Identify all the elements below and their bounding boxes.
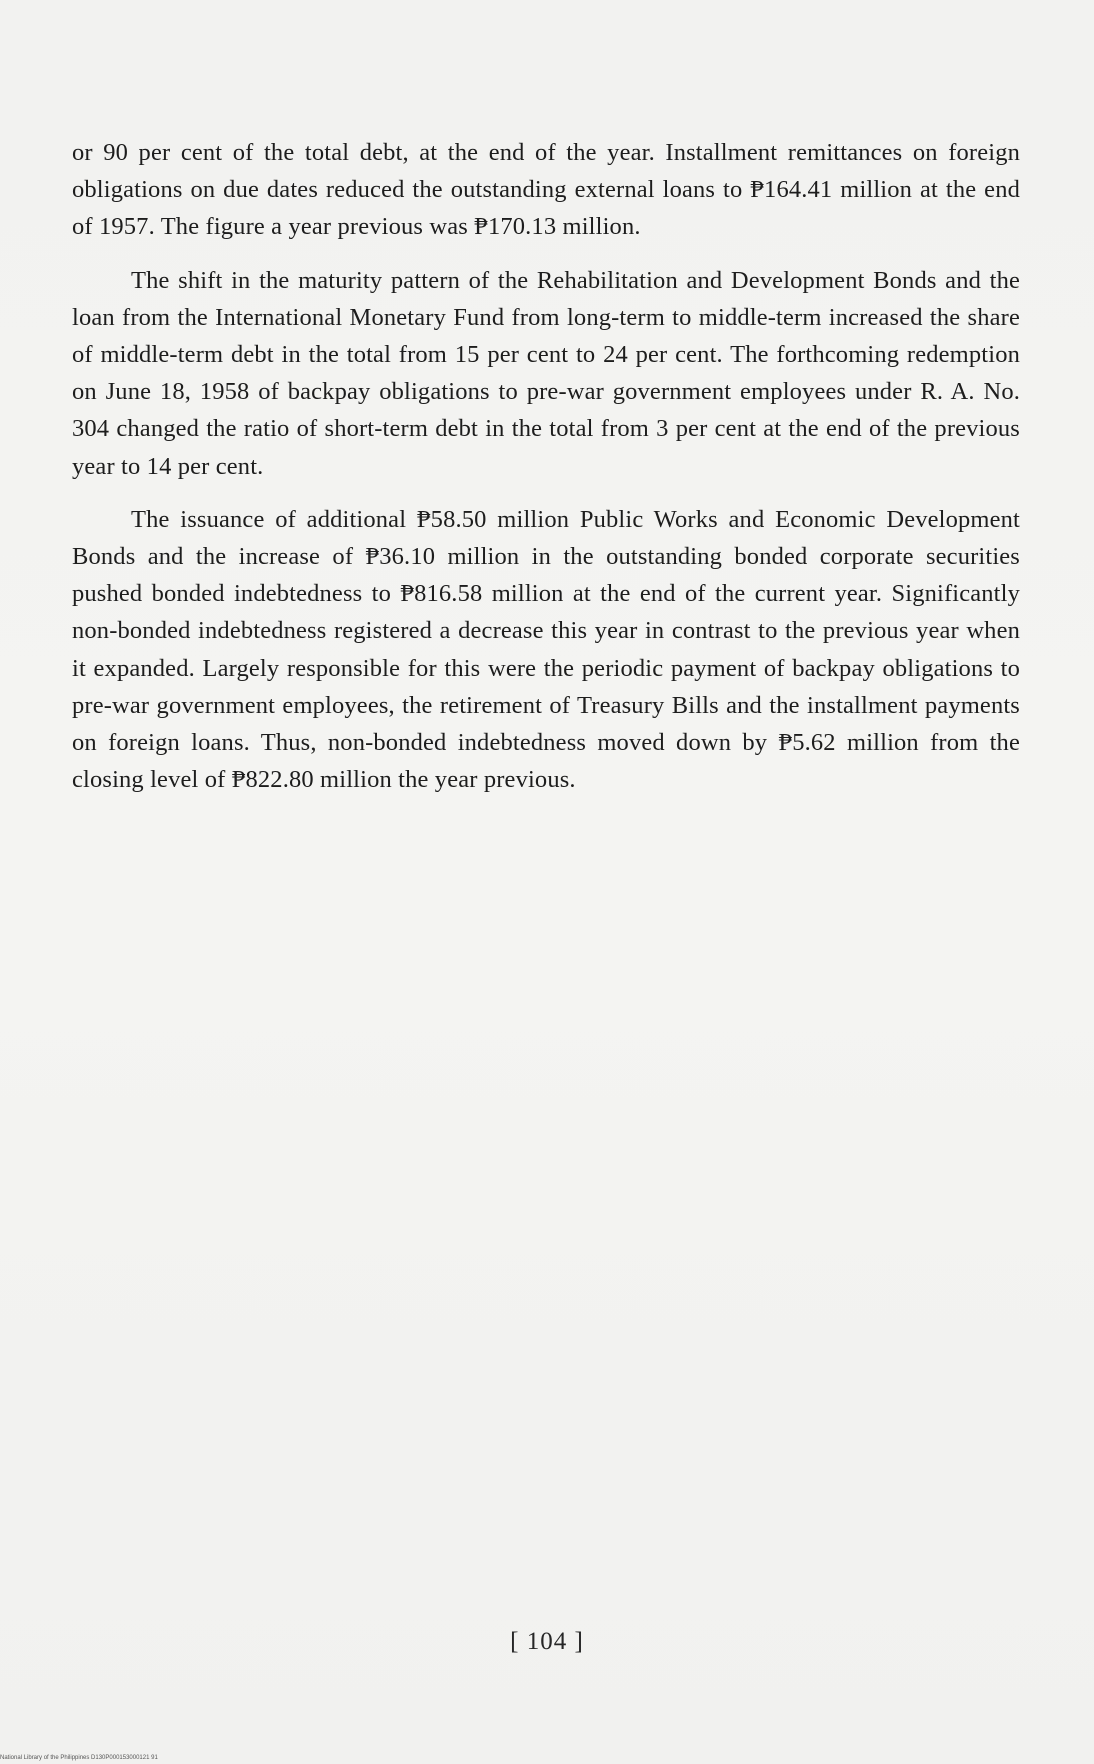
footer-credit: National Library of the Philippines D130P000153000121 91 [0, 1755, 158, 1761]
paragraph-2: The shift in the maturity pattern of the Rehabilitation and Development Bonds and the loan from the International Monetary Fund from long-term to middle-term increased the share of middle-term debt in the total from 15 per cent to 24 per cent. The forthcoming redemption on June 18, 1958 of backpay obligations to pre-war government employees under R. A. No. 304 changed the ratio of short-term debt in the total from 3 per cent at the end of the previous year to 14 per cent. [72, 266, 1020, 480]
paragraph-1: or 90 per cent of the total debt, at the end of the year. Installment remittances on foreign obligations on due dates reduced the outstanding external loans to ₱164.41 million at the end of 1957. The figure a year previous was ₱170.13 million. [72, 139, 1020, 241]
page-number: [ 104 ] [510, 1628, 584, 1655]
paragraph-3: The issuance of additional ₱58.50 million Public Works and Economic Development Bonds and the increase of ₱36.10 million in the outstanding bonded corporate securities pushed bonded indebtedness to ₱816.58 million at the end of the current year. Significantly non-bonded indebtedness registered a decrease this year in contrast to the previous year when it expanded. Largely responsible for this were the periodic payment of backpay obligations to pre-war government employees, the retirement of Treasury Bills and the installment payments on foreign loans. Thus, non-bonded indebtedness moved down by ₱5.62 million from the closing level of ₱822.80 million the year previous. [72, 505, 1020, 794]
body-text [72, 134, 1020, 814]
